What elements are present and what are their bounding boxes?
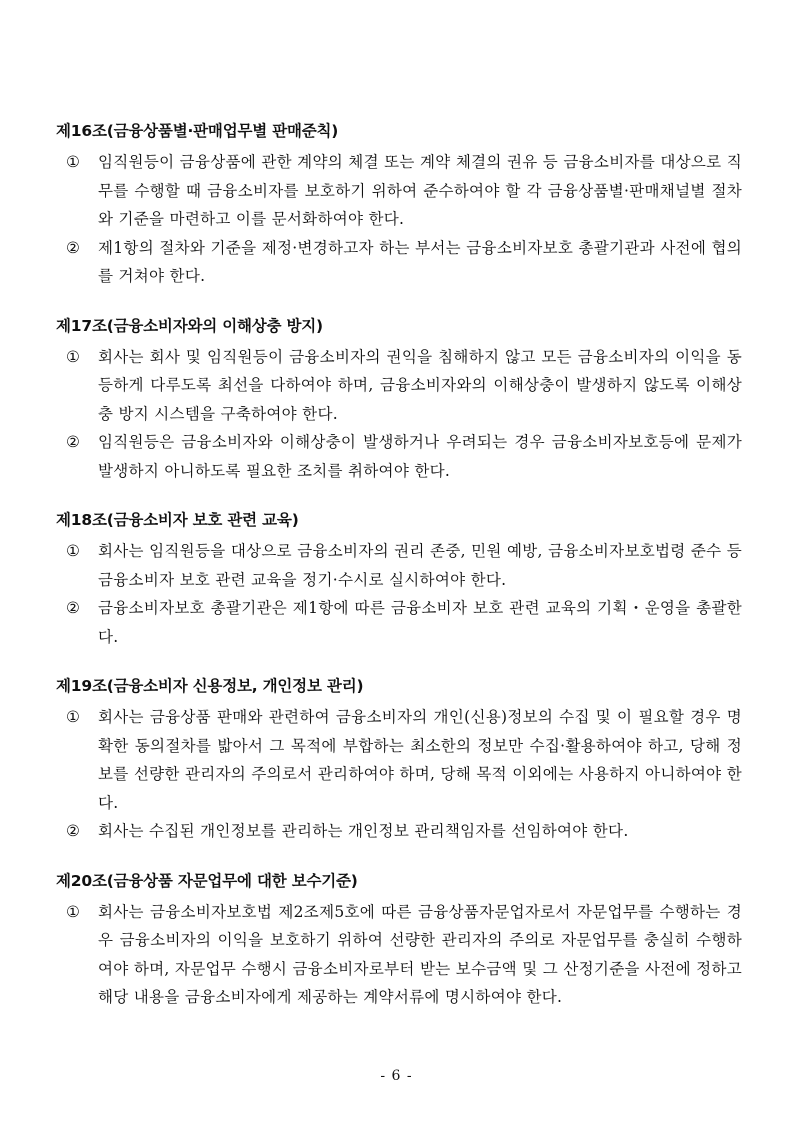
clause-number: ② [66, 433, 81, 451]
clause [66, 234, 742, 291]
clause-text: 회사는 수집된 개인정보를 관리하는 개인정보 관리책임자를 선임하여야 한다. [98, 822, 629, 840]
clause-number: ① [66, 542, 81, 560]
clause-number: ① [66, 347, 81, 366]
clause-text: 임직원등은 금융소비자와 이해상충이 발생하거나 우려되는 경우 금융소비자보호등에 문제가 발생하지 아니하도록 필요한 조치를 취하여야 한다. [98, 433, 742, 480]
clause-number: ① [66, 708, 81, 726]
article-17 [56, 313, 742, 486]
clause-number: ① [66, 902, 81, 921]
article-title: 제16조(금융상품별·판매업무별 판매준칙) [56, 122, 339, 140]
clause [66, 537, 742, 594]
document-body [56, 118, 742, 1034]
clause-text: 회사는 금융소비자보호법 제2조제5호에 따른 금융상품자문업자로서 자문업무를 수행하는 경우 금융소비자의 이익을 보호하기 위하여 선량한 관리자의 주의로 자문업무를 충실히 수행하여야 하며, 자문업무 수행시 금융소비자로부터 받는 보수금액 및 그 산정기준을 사전에 정하고 해당 내용을 금융소비자에게 제공하는 계약서류에 명시하여야 한다. [98, 902, 742, 1006]
clause-text: 금융소비자보호 총괄기관은 제1항에 따른 금융소비자 보호 관련 교육의 기획・운영을 총괄한다. [98, 599, 742, 646]
article-19 [56, 673, 742, 846]
clause [66, 594, 742, 651]
clause [66, 428, 742, 485]
clause-text: 회사는 회사 및 임직원등이 금융소비자의 권익을 침해하지 않고 모든 금융소비자의 이익을 동등하게 다루도록 최선을 다하여야 하며, 금융소비자와의 이해상충이 발생하지 않도록 이해상충 방지 시스템을 구축하여야 한다. [98, 347, 742, 423]
clause-number: ② [66, 599, 81, 617]
article-18 [56, 507, 742, 651]
clause-number: ② [66, 238, 81, 257]
clause [66, 148, 742, 234]
article-title: 제18조(금융소비자 보호 관련 교육) [56, 511, 299, 529]
clause-text: 제1항의 절차와 기준을 제정·변경하고자 하는 부서는 금융소비자보호 총괄기관과 사전에 협의를 거쳐야 한다. [98, 238, 742, 285]
clause-text: 회사는 금융상품 판매와 관련하여 금융소비자의 개인(신용)정보의 수집 및 이 필요할 경우 명확한 동의절차를 밟아서 그 목적에 부합하는 최소한의 정보만 수집·활용하여야 하고, 당해 정보를 선량한 관리자의 주의로서 관리하여야 하며, 당해 목적 이외에는 사용하지 아니하여야 한다. [98, 708, 742, 812]
article-title: 제19조(금융소비자 신용정보, 개인정보 관리) [56, 677, 364, 695]
clause-number: ① [66, 153, 81, 171]
article-16 [56, 118, 742, 291]
clause [66, 343, 742, 429]
clause [66, 703, 742, 817]
clause-text: 임직원등이 금융상품에 관한 계약의 체결 또는 계약 체결의 권유 등 금융소비자를 대상으로 직무를 수행할 때 금융소비자를 보호하기 위하여 준수하여야 할 각 금융상품별·판매채널별 절차와 기준을 마련하고 이를 문서화하여야 한다. [98, 153, 742, 228]
clause [66, 817, 742, 846]
article-title: 제20조(금융상품 자문업무에 대한 보수기준) [56, 871, 358, 890]
article-20 [56, 868, 742, 1012]
page-number: - 6 - [380, 1068, 413, 1084]
clause-text: 회사는 임직원등을 대상으로 금융소비자의 권리 존중, 민원 예방, 금융소비자보호법령 준수 등 금융소비자 보호 관련 교육을 정기·수시로 실시하여야 한다. [98, 542, 742, 589]
clause-number: ② [66, 822, 81, 840]
clause [66, 898, 742, 1012]
article-title: 제17조(금융소비자와의 이해상충 방지) [56, 316, 323, 335]
